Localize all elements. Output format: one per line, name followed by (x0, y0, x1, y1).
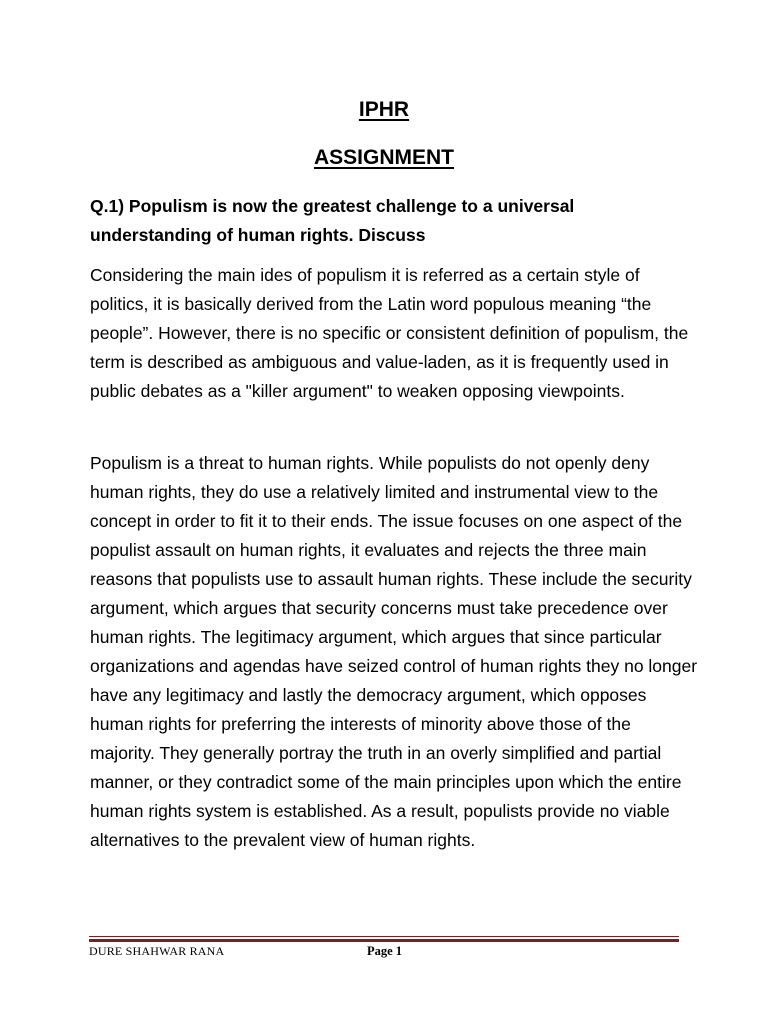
body-paragraph-1: Considering the main ides of populism it is referred as a certain style of politics, it is basically derived from the Latin word populous meaning “the people”. However, there is no specific or consistent definition of populism, the term is described as ambiguous and value-laden, as it is frequently used in public debates as a "killer argument" to weaken opposing viewpoints. (90, 265, 689, 401)
question-heading: Q.1) Populism is now the greatest challenge to a universal understanding of human rights. Discuss (90, 196, 575, 245)
footer-rule-thin (89, 936, 679, 937)
body-paragraph-2: Populism is a threat to human rights. While populists do not openly deny human rights, they do use a relatively limited and instrumental view to the concept in order to fit it to their ends. The issue focuses on one aspect of the populist assault on human rights, it evaluates and rejects the three main reasons that populists use to assault human rights. These include the security argument, which argues that security concerns must take precedence over human rights. The legitimacy argument, which argues that since particular organizations and agendas have seized control of human rights they no longer have any legitimacy and lastly the democracy argument, which opposes human rights for preferring the interests of minority above those of the majority. They generally portray the truth in an overly simplified and partial manner, or they contradict some of the main principles upon which the entire human rights system is established. As a result, populists provide no viable alternatives to the prevalent view of human rights. (90, 453, 698, 850)
document-title: IPHR (358, 98, 410, 121)
document-subtitle: ASSIGNMENT (313, 146, 454, 169)
footer-rule-thick (89, 939, 679, 942)
footer-page-number: Page 1 (367, 944, 403, 958)
footer-author: DURE SHAHWAR RANA (89, 944, 225, 958)
footer-rule (89, 936, 679, 942)
